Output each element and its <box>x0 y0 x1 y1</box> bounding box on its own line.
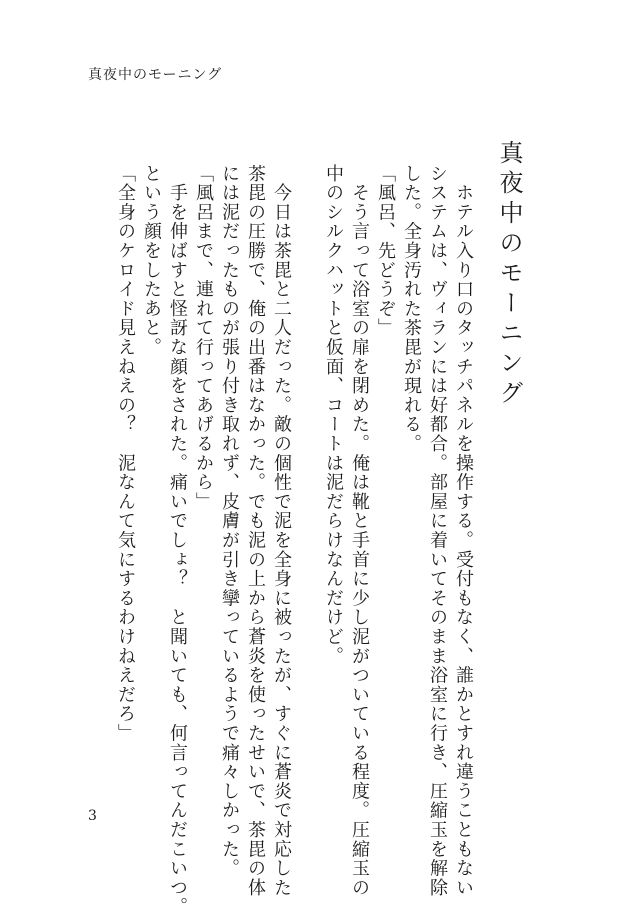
text-line: 「風呂まで、連れて行ってあげるから」 <box>193 164 214 512</box>
text-line: そう言って浴室の扉を閉めた。俺は靴と手首に少し泥がついている程度。圧縮玉の <box>349 164 370 898</box>
text-line: した。全身汚れた茶毘が現れる。 <box>401 164 422 454</box>
text-line: 中のシルクハットと仮面、コートは泥だらけなんだけど。 <box>323 164 344 666</box>
text-line: という顔をしたあと。 <box>141 164 162 357</box>
text-line: 今日は茶毘と二人だった。敵の個性で泥を全身に被ったが、すぐに蒼炎で対応した <box>271 164 292 898</box>
page-number: 3 <box>88 808 97 824</box>
text-line: システムは、ヴィランには好都合。部屋に着いてそのまま浴室に行き、圧縮玉を解除 <box>427 164 448 898</box>
chapter-title: 真夜中のモーニング <box>495 140 523 410</box>
text-line: 「風呂、先どうぞ」 <box>375 164 396 338</box>
text-line: 茶毘の圧勝で、俺の出番はなかった。でも泥の上から蒼炎を使ったせいで、茶毘の体 <box>245 164 266 898</box>
text-line: 手を伸ばすと怪訝な顔をされた。痛いでしょ？ と聞いても、何言ってんだこいつ。 <box>167 164 188 917</box>
text-line: ホテル入り口のタッチパネルを操作する。受付もなく、誰かとすれ違うこともない <box>453 164 474 898</box>
text-line: 「全身のケロイド見えねえの？ 泥なんて気にするわけねえだろ」 <box>115 164 136 743</box>
text-line: には泥だったものが張り付き取れず、皮膚が引き攣っているようで痛々しかった。 <box>219 164 240 879</box>
running-header: 真夜中のモーニング <box>88 67 223 83</box>
